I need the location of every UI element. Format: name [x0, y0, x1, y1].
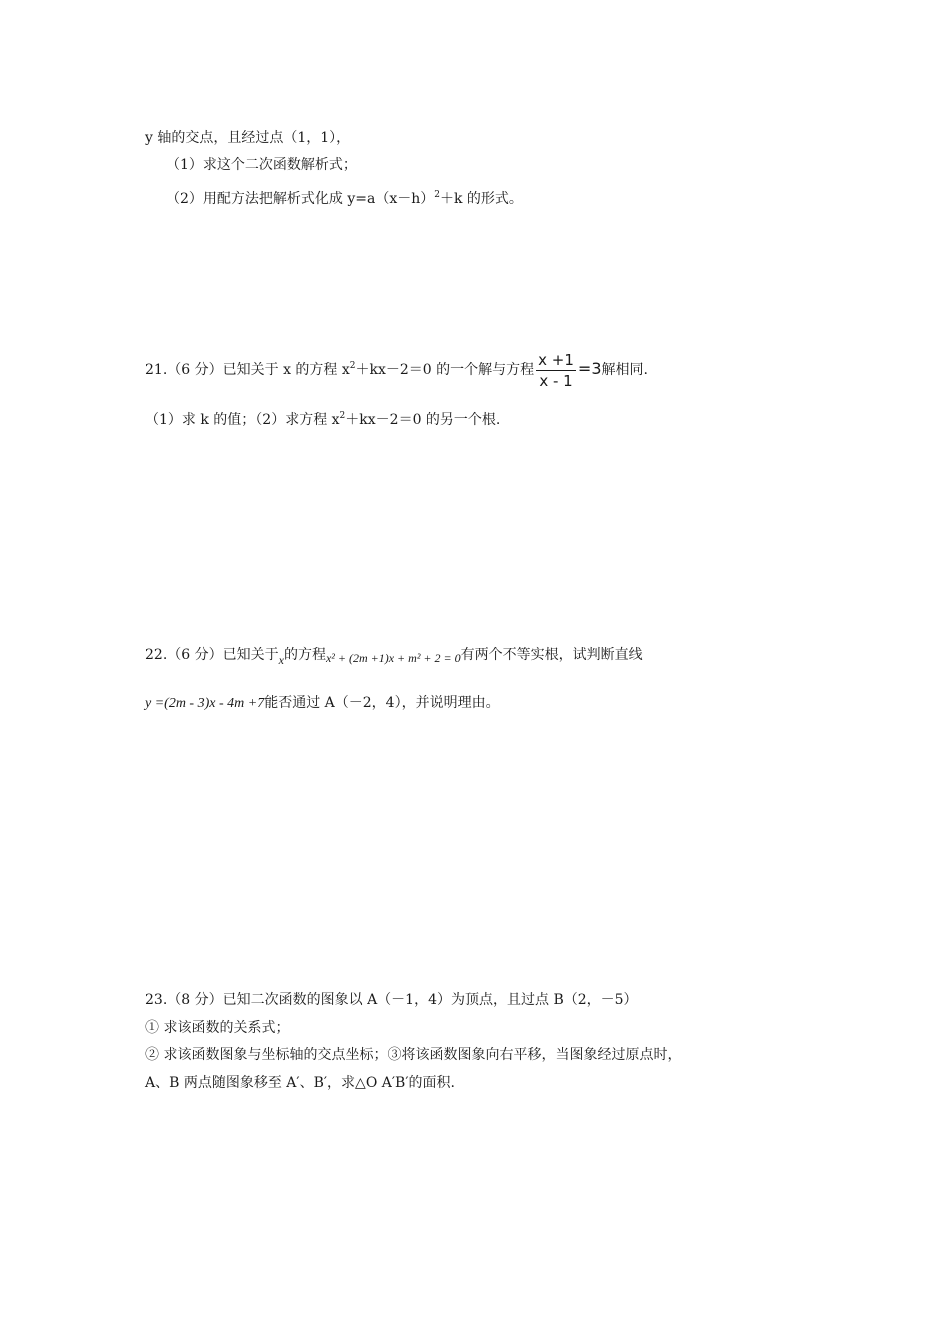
- q23-line1: 23.（8 分）已知二次函数的图象以 A（－1，4）为顶点，且过点 B（2，－5）: [145, 992, 638, 1008]
- q23-line2: ① 求该函数的关系式；: [145, 1020, 290, 1036]
- section1-part2-text-a: （2）用配方法把解析式化成 y=a（x－h）: [166, 191, 435, 207]
- q21-text-a: 21.（6 分）已知关于 x 的方程 x: [145, 362, 350, 378]
- q21-frac-rhs: =3: [577, 359, 602, 378]
- q22-line2-text: 能否通过 A（－2，4），并说明理由。: [264, 695, 500, 711]
- q21-text-c: 解相同.: [601, 362, 648, 378]
- q21-sup: 2: [349, 361, 356, 371]
- section1-part2-text-b: ＋k 的形式。: [440, 191, 523, 207]
- q22-var-x: x: [278, 653, 284, 667]
- q21-line2-text-a: （1）求 k 的值；（2）求方程 x: [145, 412, 340, 428]
- q22-equation: x² + (2m +1)x + m² + 2 = 0: [325, 651, 461, 665]
- q21-frac-denominator: x - 1: [539, 371, 573, 390]
- q21-text-b: ＋kx－2＝0 的一个解与方程: [355, 362, 535, 378]
- q21-line2-sup: 2: [339, 411, 346, 421]
- q23-line4: A、B 两点随图象移至 A′、B′，求△O A′B′的面积.: [145, 1075, 455, 1091]
- section1-part2: [166, 189, 523, 209]
- q22-text-b: 的方程: [283, 647, 326, 663]
- q22-line2: [145, 693, 500, 714]
- q22-line1: [145, 645, 643, 665]
- q21-line2: [145, 410, 500, 430]
- q22-text-a: 22.（6 分）已知关于: [145, 647, 279, 663]
- section1-part2-sup: 2: [434, 190, 440, 200]
- q21-frac-numerator: x +1: [538, 350, 574, 369]
- q22-text-c: 有两个不等实根，试判断直线: [460, 647, 643, 663]
- section1-part1: （1）求这个二次函数解析式；: [166, 157, 357, 173]
- q21-fraction: [536, 350, 576, 391]
- q21-line1: [145, 348, 648, 391]
- q23-line3: ② 求该函数图象与坐标轴的交点坐标；③将该函数图象向右平移，当图象经过原点时，: [145, 1047, 682, 1063]
- section1-line1: y 轴的交点，且经过点（1，1），: [145, 130, 351, 146]
- q22-line-equation: y =(2m - 3)x - 4m +7: [145, 696, 265, 711]
- q21-line2-text-b: ＋kx－2＝0 的另一个根.: [345, 412, 501, 428]
